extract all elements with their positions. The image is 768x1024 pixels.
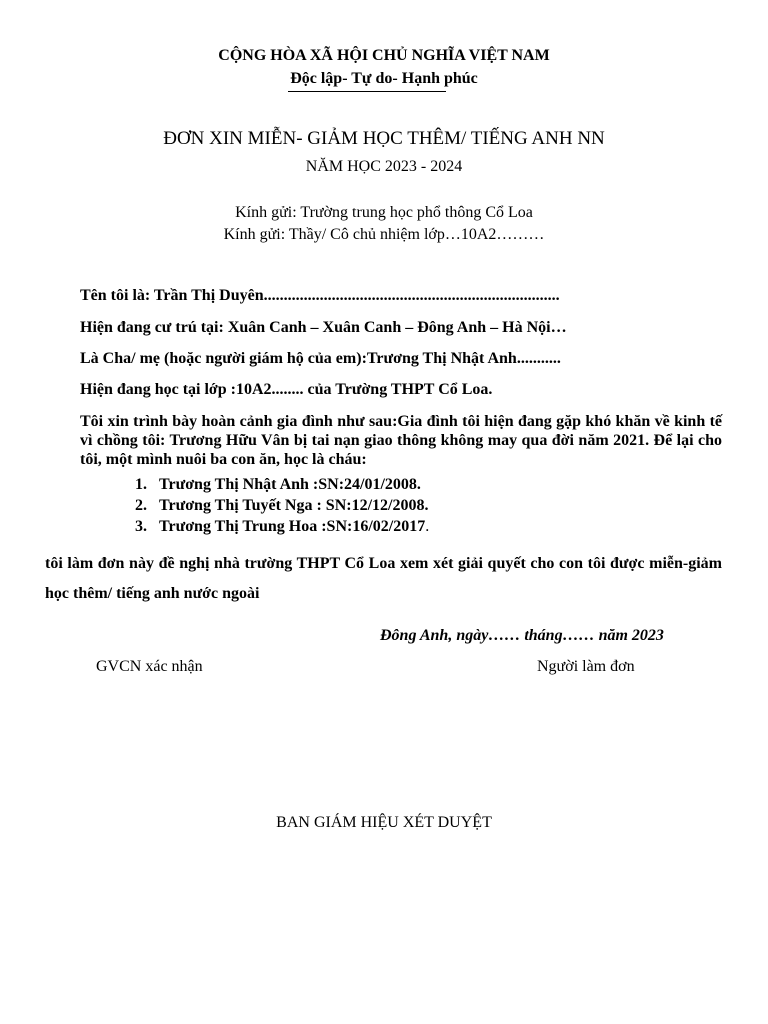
child-info: Trương Thị Trung Hoa :SN:16/02/2017	[159, 518, 426, 535]
child-info-period: .	[425, 518, 430, 535]
motto-heading: Độc lập- Tự do- Hạnh phúc	[290, 70, 478, 87]
motto-underline	[288, 91, 446, 92]
nation-heading: CỘNG HÒA XÃ HỘI CHỦ NGHĨA VIỆT NAM	[218, 47, 550, 64]
child-info: Trương Thị Nhật Anh :SN:24/01/2008.	[159, 476, 421, 493]
list-item	[135, 497, 428, 515]
applicant-signature-label: Người làm đơn	[537, 658, 635, 675]
list-number: 2.	[135, 497, 147, 514]
board-approval-label: BAN GIÁM HIỆU XÉT DUYỆT	[276, 814, 492, 831]
list-item	[135, 518, 429, 536]
list-number: 3.	[135, 518, 147, 535]
list-item	[135, 476, 421, 494]
student-class: Hiện đang học tại lớp :10A2........ của Trường THPT Cổ Loa.	[80, 381, 493, 398]
recipient-teacher: Kính gửi: Thầy/ Cô chủ nhiệm lớp…10A2………	[223, 226, 545, 243]
child-info: Trương Thị Tuyết Nga : SN:12/12/2008.	[159, 497, 429, 514]
recipient-school: Kính gửi: Trường trung học phổ thông Cổ Loa	[235, 204, 533, 221]
document-title: ĐƠN XIN MIỄN- GIẢM HỌC THÊM/ TIẾNG ANH NN	[163, 128, 605, 149]
applicant-name: Tên tôi là: Trần Thị Duyên..........................................................................	[80, 287, 560, 304]
parent-info: Là Cha/ mẹ (hoặc người giám hộ của em):Trương Thị Nhật Anh...........	[80, 350, 561, 367]
family-situation-paragraph: Tôi xin trình bày hoàn cảnh gia đình như sau:Gia đình tôi hiện đang gặp khó khăn về kinh tế vì chồng tôi: Trương Hữu Vân bị tai nạn giao thông không may qua đời năm 2021. Để lại cho tôi, một mình nuôi ba con ăn, học là cháu:	[80, 413, 722, 468]
request-paragraph: tôi làm đơn này đề nghị nhà trường THPT Cổ Loa xem xét giải quyết cho con tôi được miễn-giảm học thêm/ tiếng anh nước ngoài	[45, 555, 722, 602]
teacher-confirmation-label: GVCN xác nhận	[96, 658, 203, 675]
place-date: Đông Anh, ngày…… tháng…… năm 2023	[380, 627, 664, 644]
residence-address: Hiện đang cư trú tại: Xuân Canh – Xuân Canh – Đông Anh – Hà Nội…	[80, 319, 567, 336]
list-number: 1.	[135, 476, 147, 493]
school-year: NĂM HỌC 2023 - 2024	[305, 158, 463, 175]
